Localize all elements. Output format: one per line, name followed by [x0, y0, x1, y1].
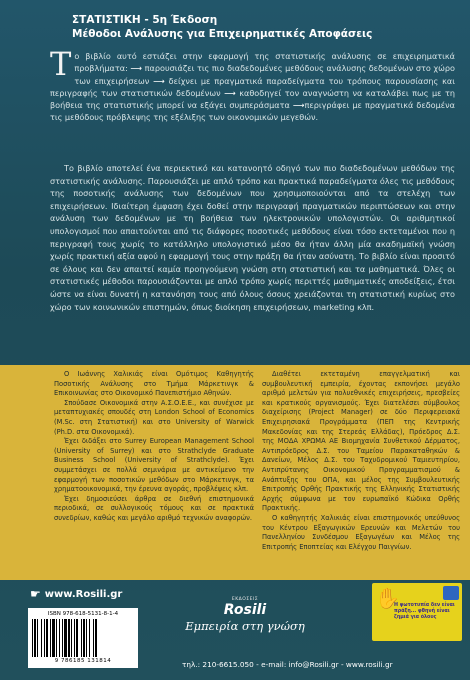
book-title: ΣΤΑΤΙΣΤΙΚΗ - 5η Έκδοση	[72, 14, 218, 26]
bio-paragraph: Ο Ιωάννης Χαλικιάς είναι Ομότιμος Καθηγητής Ποσοτικής Ανάλυσης στο Τμήμα Μάρκετινγκ & Επικοινωνίας στο Οικονομικό Πανεπιστήμιο Αθηνών.	[54, 370, 254, 398]
author-bio-right	[262, 370, 460, 552]
intro-segment-3: δείχνει με πραγματικά παραδείγματα του τρόπους παρουσίασης και περιγραφής των στατιστικών δεδομένων	[50, 75, 456, 98]
intro-segment-4: καθοδηγεί τον αναγνώστη να καταλάβει πως με τη βοήθεια της στατιστικής μπορεί να εξάγει συμπεράσματα	[50, 87, 456, 111]
arrow-icon: ⟶	[153, 75, 165, 86]
description-paragraph: Το βιβλίο αποτελεί ένα περιεκτικό και κατανοητό οδηγό των πιο διαδεδομένων μεθόδων της στατιστικής ανάλυσης. Παρουσιάζει με απλό τρόπο και πρακτικά παραδείγματα όλες τις μεθόδους της ποσοτικής ανάλυσης των δεδομένων που χρησιμοποιούνται από τα στελέχη των επιχειρήσεων. Ιδιαίτερη έμφαση έχει δοθεί στην περιγραφή πραγματικών περιπτώσεων και στην ανάλυση των δεδομένων με τη βοήθεια των ηλεκτρονικών υπολογιστών. Οι αριθμητικοί υπολογισμοί που απαιτούνται από τις διάφορες ποσοτικές μεθόδους είναι τόσο εκτεταμένοι που η περιγραφή τους χωρίς το κατάλληλο υπολογιστικό μέσο θα ήταν άλλη μία ακαδημαϊκή γνώση χωρίς πρακτική αξία αφού η εφαρμογή τους στην πράξη θα ήταν ασύνατη. Το βιβλίο είναι προσιτό σε όλους και δεν απαιτεί καμία προηγούμενη γνώση στη στατιστική και τα μαθηματικά. Όλες οι στατιστικές μέθοδοι παρουσιάζονται με απλό τρόπο χωρίς περιττές μαθηματικές αποδείξεις, έτσι ώστε να είναι δυνατή η κατανόηση τους από όλους όσους χρειάζονται τη στατιστική κυρίως στο χώρο των κοινωνικών επιστημών, όπως διοίκηση επιχειρήσεων, marketing κλπ.	[50, 163, 455, 312]
publisher-logo	[175, 597, 315, 633]
arrow-icon: ⟶	[224, 87, 236, 98]
arrow-icon: ⟶	[292, 100, 305, 111]
author-bio-left	[54, 370, 254, 524]
barcode-bar	[95, 619, 97, 657]
anti-photocopy-badge	[372, 583, 462, 641]
flag-icon	[443, 586, 459, 600]
stop-hand-icon: ✋	[375, 586, 400, 610]
intro-segment-5: περιγράφει με πραγματικά δεδομένα τις μεθόδους πρόβλεψης της εξέλιξης των οικονομικών μεγεθών.	[50, 100, 455, 123]
intro-paragraph	[50, 45, 456, 124]
contact-info: τηλ.: 210-6615.050 - e-mail: info@Rosili.gr - www.rosili.gr	[182, 660, 393, 669]
website-link[interactable]	[30, 587, 122, 601]
publisher-name: Rosili	[223, 602, 267, 618]
isbn-label: ISBN 978-618-5131-8-1-4	[47, 611, 119, 617]
website-url: www.Rosili.gr	[44, 588, 123, 600]
publisher-slogan: Εμπειρία στη γνώση	[185, 619, 305, 633]
bio-paragraph: Διαθέτει εκτεταμένη επαγγελματική και συμβουλευτική εμπειρία, έχοντας εκπονήσει μεγάλο αριθμό μελετών για πολυεθνικές επιχειρήσεις, πρεσβείες και κρατικούς οργανισμούς. Έχει διατελέσει σύμβουλος διαχείρισης (Project Manager) σε δύο Περιφερειακά Επιχειρησιακά Προγράμματα (ΠΕΠ της Κεντρικής Μακεδονίας και της Στερεάς Ελλάδας), Πρόεδρος Δ.Σ. της ΜΟΔΑ ΧΡΩΜΑ ΑΕ Βιομηχανία Συνθετικού Δέρματος, Αντιπρόεδρος Δ.Σ. του Ταμείου Παρακαταθηκών & Δανείων, Μέλος Δ.Σ. του Ταχυδρομικού Ταμιευτηρίου, Αντιπρύτανης Οικονομικού Προγραμματισμού & Ανάπτυξης του ΟΠΑ, και μέλος της Συμβουλευτικής Επιτροπής Ορθής Πρακτικής της Ελληνικής Στατιστικής Αρχής σύμφωνα με τον ευρωπαϊκό Κώδικα Ορθής Πρακτικής.	[262, 370, 460, 513]
bio-paragraph: Ο καθηγητής Χαλικιάς είναι επιστημονικός υπεύθυνος του Κέντρου Εξαγωγικών Ερευνών και Μελετών του Πανελληνίου Συνδέσμου Εξαγωγέων και Μέλος της Επιτροπής Εποπτείας και Ελέγχου Παιγνίων.	[262, 513, 460, 551]
barcode-bars	[32, 619, 134, 657]
bio-paragraph: Σπούδασε Οικονομικά στην Α.Σ.Ο.Ε.Ε., και συνέχισε με μεταπτυχιακές σπουδές στη London School of Economics (M.Sc. στη Στατιστική) και στο University of Warwick (Ph.D. στα Οικονομικά).	[54, 398, 254, 436]
bio-paragraph: Έχει διδάξει στο Surrey European Management School (University of Surrey) και στο Strathclyde Graduate Business School (University of Strathclyde). Έχει συμμετάσχει σε πολλά σεμινάρια με αντικείμενο την εφαρμογή των ποσοτικών μεθόδων στο Μάρκετινγκ, τα χρηματοοικονομικά, την έρευνα αγοράς, προβλέψεις κλπ.	[54, 437, 254, 494]
arrow-icon: ⟶	[130, 63, 143, 74]
cover-header	[72, 13, 462, 41]
book-subtitle: Μέθοδοι Ανάλυσης για Επιχειρηματικές Αποφάσεις	[72, 28, 373, 40]
publisher-label: ΕΚΔΟΣΕΙΣ	[231, 597, 259, 602]
intro-segment-2: παρουσιάζει τις πιο διαδεδομένες μεθόδους ανάλυσης δεδομένων στο χώρο των επιχειρήσεων	[74, 63, 456, 86]
promo-text: Η φωτοτυπία δεν είναι πράξη... φθηνή είναι ζημιά για όλους	[394, 603, 455, 620]
pointing-hand-icon: ☛	[30, 587, 41, 601]
barcode	[28, 608, 138, 668]
bio-paragraph: Έχει δημοσιεύσει άρθρα σε διεθνή επιστημονικά περιοδικά, σε συλλογικούς τόμους και σε πρακτικά συνεδρίων, καθώς και μεγάλο αριθμό τεχνικών αναφορών.	[54, 494, 254, 522]
intro-segment-1: ο βιβλίο αυτό εστιάζει στην εφαρμογή της στατιστικής ανάλυσης σε επιχειρηματικά προβλήματα:	[74, 51, 455, 74]
drop-cap: Τ	[50, 45, 72, 83]
barcode-number: 9 786185 131814	[54, 658, 112, 664]
